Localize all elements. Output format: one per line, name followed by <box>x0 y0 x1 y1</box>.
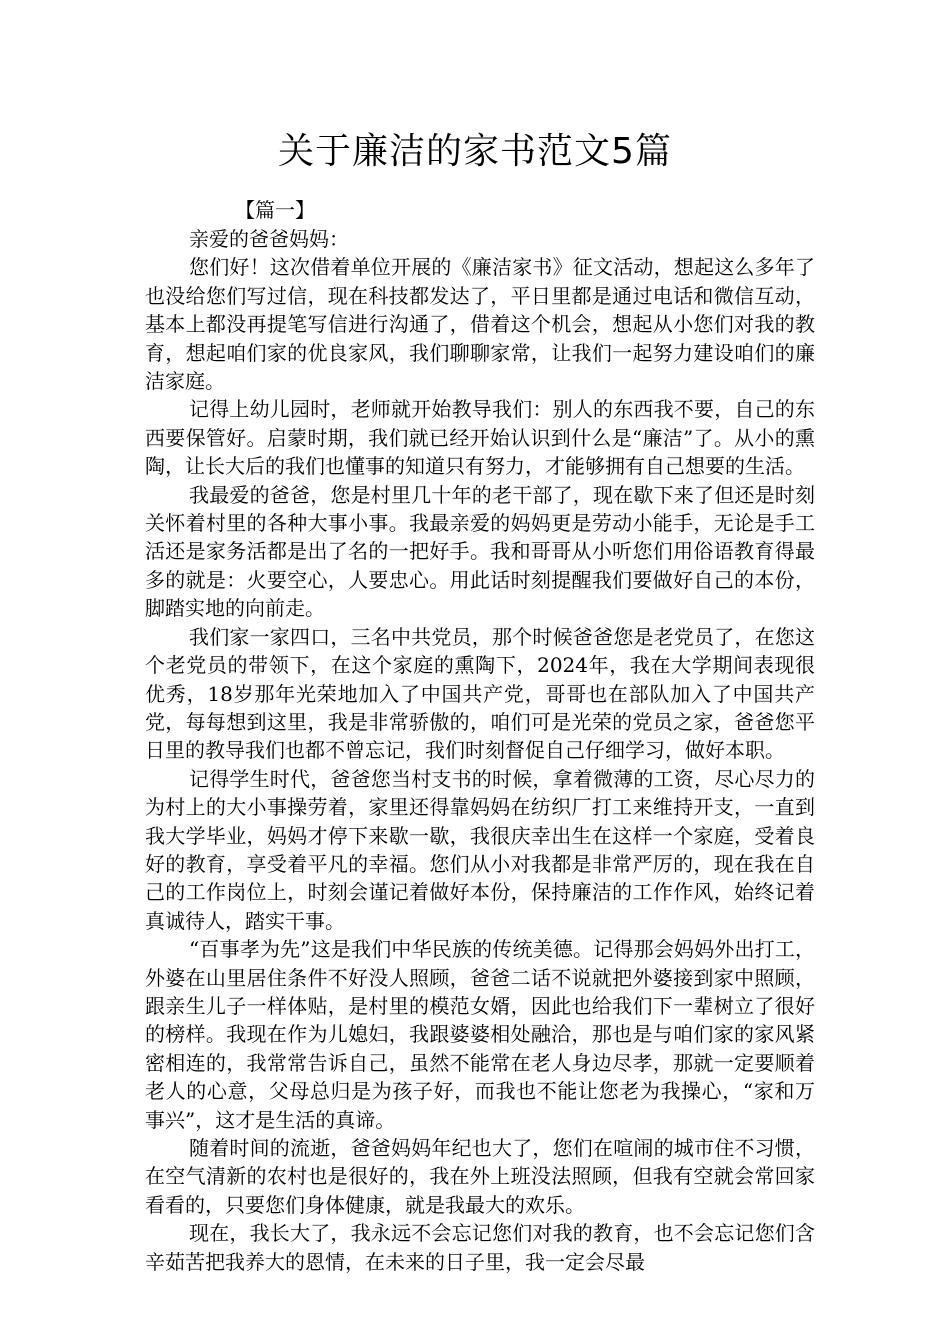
paragraph-2: 记得上幼儿园时，老师就开始教导我们：别人的东西我不要，自己的东西要保管好。启蒙时期，我们就已经开始认识到什么是“廉洁”了。从小的熏陶，让长大后的我们也懂事的知道只有努力，才能够拥有自己想要的生活。 <box>145 397 815 479</box>
paragraph-4: 我们家一家四口，三名中共党员，那个时候爸爸您是老党员了，在您这个老党员的带领下，在这个家庭的熏陶下，2024年，我在大学期间表现很优秀，18岁那年光荣地加入了中国共产党，哥哥也在部队加入了中国共产党，每每想到这里，我是非常骄傲的，咱们可是光荣的党员之家，爸爸您平日里的教导我们也都不曾忘记，我们时刻督促自己仔细学习，做好本职。 <box>145 624 815 763</box>
paragraph-6: “百事孝为先”这是我们中华民族的传统美德。记得那会妈妈外出打工，外婆在山里居住条件不好没人照顾，爸爸二话不说就把外婆接到家中照顾，跟亲生儿子一样体贴，是村里的模范女婿，因此也给我们下一辈树立了很好的榜样。我现在作为儿媳妇，我跟婆婆相处融洽，那也是与咱们家的家风紧密相连的，我常常告诉自己，虽然不能常在老人身边尽孝，那就一定要顺着老人的心意，父母总归是为孩子好，而我也不能让您老为我操心，“家和万事兴”，这才是生活的真谛。 <box>145 937 815 1132</box>
page-title: 关于廉洁的家书范文5篇 <box>278 131 672 172</box>
paragraph-1: 您们好！这次借着单位开展的《廉洁家书》征文活动，想起这么多年了也没给您们写过信，现在科技都发达了，平日里都是通过电话和微信互动，基本上都没再提笔写信进行沟通了，借着这个机会，想起从小您们对我的教育，想起咱们家的优良家风，我们聊聊家常，让我们一起努力建设咱们的廉洁家庭。 <box>145 255 815 394</box>
document-body <box>145 196 815 1276</box>
paragraph-7: 随着时间的流逝，爸爸妈妈年纪也大了，您们在喧闹的城市住不习惯，在空气清新的农村也是很好的，我在外上班没法照顾，但我有空就会常回家看看的，只要您们身体健康，就是我最大的欢乐。 <box>145 1136 815 1217</box>
paragraph-5: 记得学生时代，爸爸您当村支书的时候，拿着微薄的工资，尽心尽力的为村上的大小事操劳着，家里还得靠妈妈在纺织厂打工来维持开支，一直到我大学毕业，妈妈才停下来歇一歇，我很庆幸出生在这样一个家庭，受着良好的教育，享受着平凡的幸福。您们从小对我都是非常严厉的，现在我在自己的工作岗位上，时刻会谨记着做好本份，保持廉洁的工作作风，始终记着真诚待人，踏实干事。 <box>145 766 815 933</box>
section-label: 【篇一】 <box>235 198 315 222</box>
paragraph-8: 现在，我长大了，我永远不会忘记您们对我的教育，也不会忘记您们含辛茹苦把我养大的恩情，在未来的日子里，我一定会尽最 <box>145 1221 815 1274</box>
paragraph-3: 我最爱的爸爸，您是村里几十年的老干部了，现在歇下来了但还是时刻关怀着村里的各种大事小事。我最亲爱的妈妈更是劳动小能手，无论是手工活还是家务活都是出了名的一把好手。我和哥哥从小听您们用俗语教育得最多的就是：火要空心，人要忠心。用此话时刻提醒我们要做好自己的本份，脚踏实地的向前走。 <box>145 482 815 621</box>
salutation: 亲爱的爸爸妈妈： <box>189 227 349 251</box>
